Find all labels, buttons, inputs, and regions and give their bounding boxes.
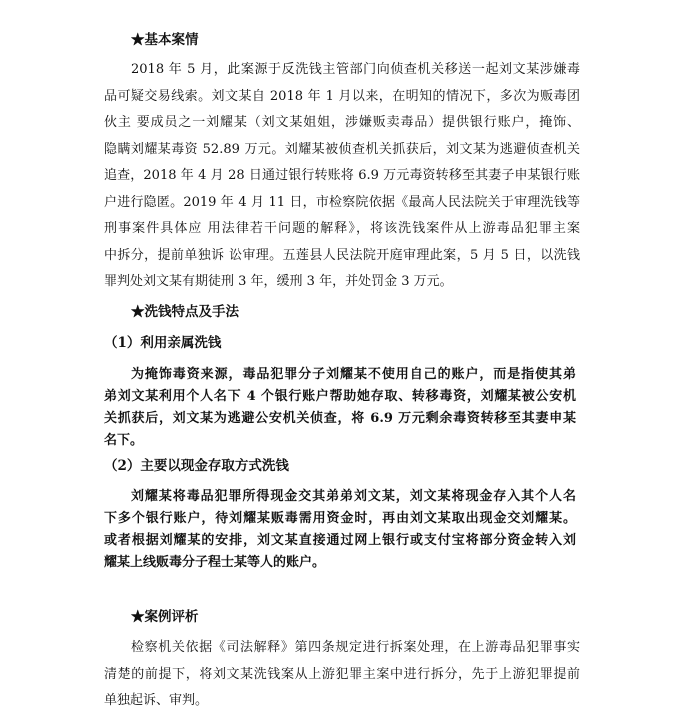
- section-heading-methods: ★洗钱特点及手法: [131, 304, 239, 320]
- paragraph-line: 单独起诉、审判。: [104, 693, 209, 708]
- paragraph-line: 耀某上线贩毒分子程士某等人的账户。: [104, 555, 326, 570]
- basic-case-paragraph: [104, 57, 580, 296]
- paragraph-line: 品可疑交易线索。刘文某自 2018 年 1 月以来，在明知的情况下，多次为贩毒团: [104, 88, 580, 104]
- cash-paragraph: [104, 486, 576, 574]
- section-heading-basic-case: ★基本案情: [131, 32, 199, 48]
- paragraph-line: 清楚的前提下，将刘文某洗钱案从上游犯罪主案中进行拆分，先于上游犯罪提前: [104, 666, 580, 682]
- paragraph-line: 为掩饰毒资来源，毒品犯罪分子刘耀某不使用自己的账户，而是指使其弟: [131, 367, 576, 382]
- paragraph-line: 刑事案件具体应 用法律若干问题的解释》，将该洗钱案件从上游毒品犯罪主案: [104, 221, 580, 236]
- paragraph-line: 中拆分，提前单独诉 讼审理。五莲县人民法院开庭审理此案，5 月 5 日，以洗钱: [104, 247, 580, 263]
- subheading-relatives: （1）利用亲属洗钱: [104, 335, 222, 351]
- section-heading-analysis: ★案例评析: [131, 609, 199, 625]
- relatives-paragraph: [104, 364, 576, 452]
- paragraph-line: 名下。: [104, 433, 144, 448]
- paragraph-line: 刘耀某将毒品犯罪所得现金交其弟弟刘文某，刘文某将现金存入其个人名: [131, 489, 576, 504]
- paragraph-line: 罪判处刘文某有期徒刑 3 年，缓刑 3 年，并处罚金 3 万元。: [104, 274, 453, 289]
- analysis-paragraph: [104, 635, 580, 715]
- paragraph-line: 2018 年 5 月，此案源于反洗钱主管部门向侦查机关移送一起刘文某涉嫌毒: [131, 62, 580, 77]
- paragraph-line: 下多个银行账户，待刘耀某贩毒需用资金时，再由刘文某取出现金交刘耀某。: [104, 511, 576, 526]
- paragraph-line: 关抓获后，刘文某为逃避公安机关侦查，将 6.9 万元剩余毒资转移至其妻申某: [104, 411, 576, 426]
- paragraph-line: 户进行隐匿。2019 年 4 月 11 日，市检察院依据《最高人民法院关于审理洗钱等: [104, 194, 580, 210]
- subheading-cash: （2）主要以现金存取方式洗钱: [104, 458, 289, 474]
- paragraph-line: 检察机关依据《司法解释》第四条规定进行拆案处理，在上游毒品犯罪事实: [131, 640, 580, 655]
- paragraph-line: 追查，2018 年 4 月 28 日通过银行转账将 6.9 万元毒资转移至其妻子申某银行账: [104, 168, 580, 183]
- paragraph-line: 弟刘文某利用个人名下 4 个银行账户帮助她存取、转移毒资，刘耀某被公安机: [104, 389, 576, 404]
- paragraph-line: 或者根据刘耀某的安排，刘文某直接通过网上银行或支付宝将部分资金转入刘: [104, 533, 576, 548]
- paragraph-line: 隐瞒刘耀某毒资 52.89 万元。刘耀某被侦查机关抓获后，刘文某为逃避侦查机关: [104, 141, 580, 157]
- paragraph-line: 伙主 要成员之一刘耀某（刘文某姐姐，涉嫌贩卖毒品）提供银行账户，掩饰、: [104, 115, 580, 130]
